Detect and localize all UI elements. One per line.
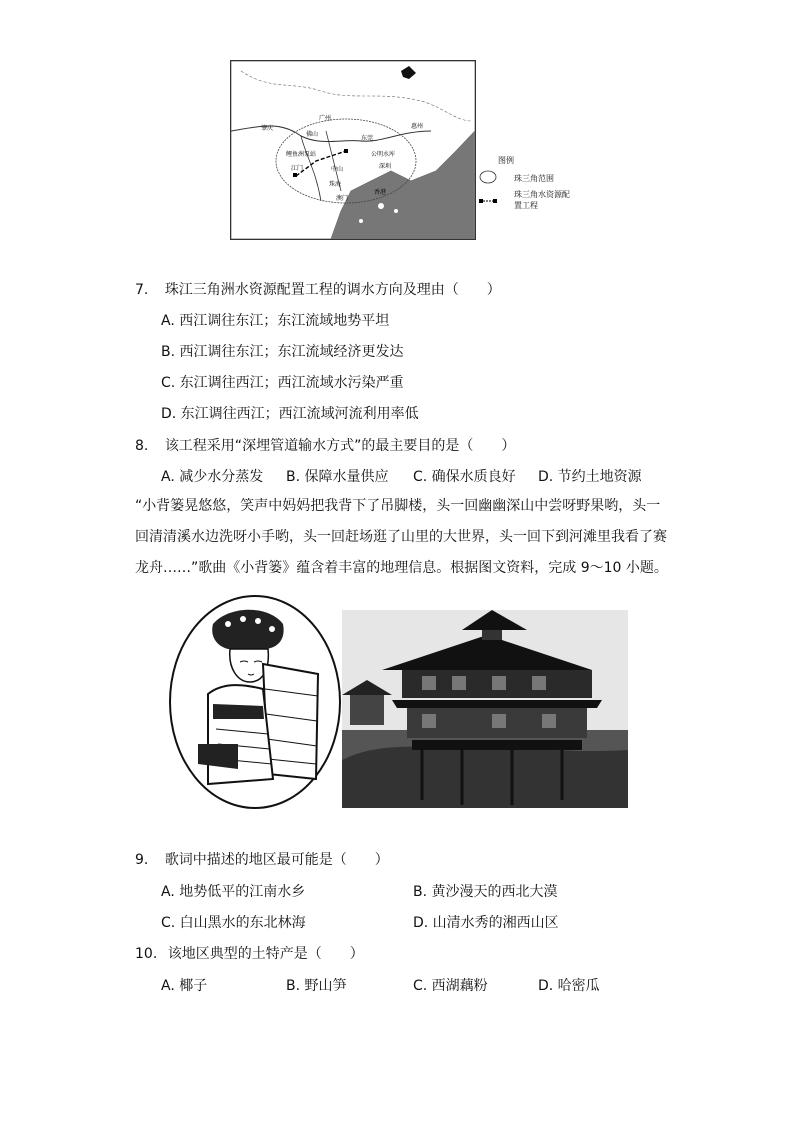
q7-option-c[interactable]: C. 东江调往西江；西江流域水污染严重 [161,375,404,391]
q8-option-c[interactable]: C. 确保水质良好 [413,469,516,485]
q7-option-a[interactable]: A. 西江调往东江；东江流域地势平坦 [161,313,390,329]
pearl-river-delta-map [230,60,476,240]
map-label-hongkong: 香港 [374,189,387,196]
question-8-number: 8. [135,438,149,454]
q10-option-b[interactable]: B. 野山笋 [286,978,347,994]
question-9-text: 歌词中描述的地区最可能是（ ） [164,852,389,868]
question-8 [135,436,515,456]
question-10-number: 10. [135,946,158,962]
question-10 [135,944,364,964]
legend-symbols [478,169,500,213]
map-label-foshan: 佛山 [306,131,319,138]
passage-line-3: 龙舟……”歌曲《小背篓》蕴含着丰富的地理信息。根据图文资料，完成 9～10 小题。 [135,560,668,576]
question-9 [135,850,389,870]
question-9-number: 9. [135,852,149,868]
question-7-text: 珠江三角洲水资源配置工程的调水方向及理由（ ） [164,282,501,298]
stilted-building-photo [342,610,628,808]
q8-option-a[interactable]: A. 减少水分蒸发 [161,469,264,485]
q10-option-a[interactable]: A. 椰子 [161,978,208,994]
q9-option-a[interactable]: A. 地势低平的江南水乡 [161,884,306,900]
map-legend [478,155,578,215]
map-label-shenzhen: 深圳 [379,163,392,170]
map-label-zhaoqing: 肇庆 [261,125,274,132]
question-7-number: 7. [135,282,149,298]
question-7 [135,280,501,300]
q7-option-b[interactable]: B. 西江调往东江；东江流域经济更发达 [161,344,404,360]
q9-option-b[interactable]: B. 黄沙漫天的西北大漠 [413,884,558,900]
map-drawing [231,61,475,239]
question-8-text: 该工程采用“深埋管道输水方式”的最主要目的是（ ） [164,438,516,454]
map-label-dongguan: 东莞 [361,135,374,142]
question-10-text: 该地区典型的土特产是（ ） [167,946,364,962]
passage-line-2: 回清清溪水边洗呀小手哟，头一回赶场逛了山里的大世界，头一回下到河滩里我看了赛 [135,529,667,545]
legend-water-project: 珠三角水资源配置工程 [514,190,570,210]
map-label-guangzhou: 广州 [319,115,332,122]
q9-option-c[interactable]: C. 白山黑水的东北林海 [161,915,306,931]
map-label-zhuhai: 珠海 [329,181,342,188]
passage-line-1: “小背篓晃悠悠，笑声中妈妈把我背下了吊脚楼，头一回幽幽深山中尝呀野果哟，头一 [135,498,661,514]
map-label-zhongshan: 中山 [331,166,344,173]
q9-option-d[interactable]: D. 山清水秀的湘西山区 [413,915,559,931]
map-label-gongming-reservoir: 公明水库 [371,151,396,158]
woman-basket-illustration [168,594,343,810]
map-label-liyuzhou-station: 鲤鱼洲泵站 [286,151,317,158]
q10-option-d[interactable]: D. 哈密瓜 [538,978,600,994]
q8-option-d[interactable]: D. 节约土地资源 [538,469,642,485]
q10-option-c[interactable]: C. 西湖藕粉 [413,978,488,994]
legend-delta-range: 珠三角范围 [514,174,554,183]
legend-title: 图例 [498,156,514,165]
map-label-huizhou: 惠州 [411,123,424,130]
map-label-macao: 澳门 [336,195,349,202]
q8-option-b[interactable]: B. 保障水量供应 [286,469,389,485]
q7-option-d[interactable]: D. 东江调往西江；西江流域河流利用率低 [161,406,419,422]
map-label-jiangmen: 江门 [291,165,304,172]
